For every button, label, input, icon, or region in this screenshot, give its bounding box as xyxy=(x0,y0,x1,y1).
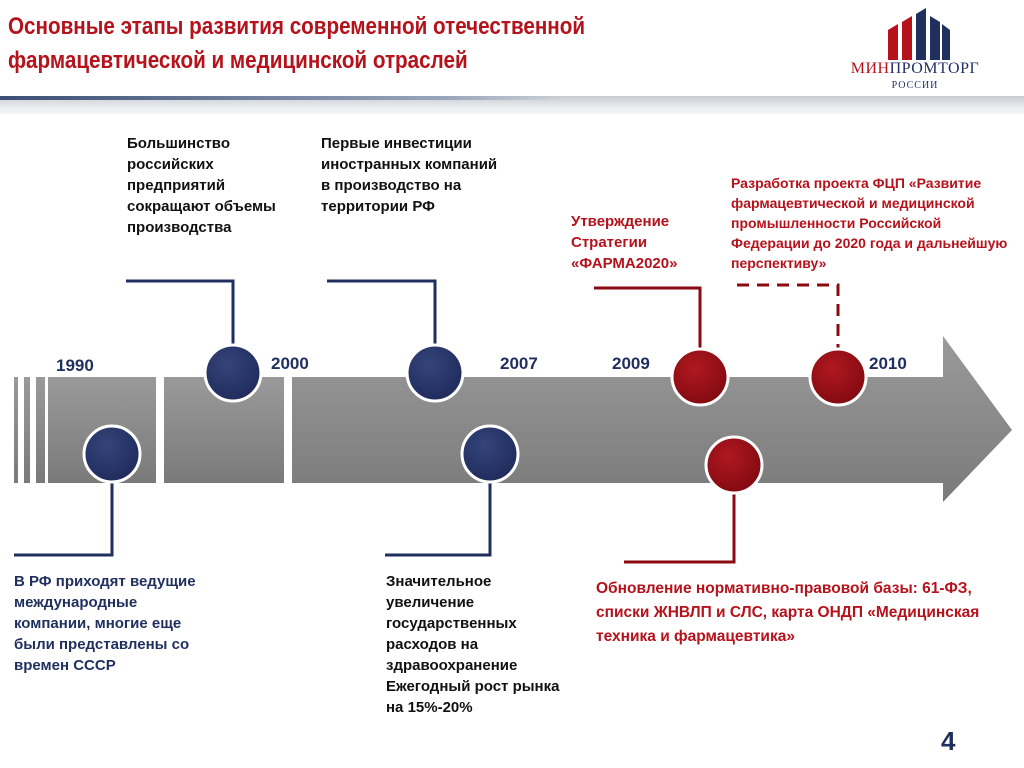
event-decline: Большинство российских предприятий сокращают объемы производства xyxy=(127,135,276,236)
milestone-node-foreign-investment xyxy=(407,345,463,401)
year-label-2007: 2007 xyxy=(500,354,538,373)
milestone-node-intl-companies xyxy=(84,426,140,482)
event-foreign-investment: Первые инвестиции иностранных компаний в производство на территории РФ xyxy=(321,135,498,215)
year-label-2000: 2000 xyxy=(271,354,309,373)
title-line-2: фармацевтической и медицинской отраслей xyxy=(8,47,468,74)
year-label-1990: 1990 xyxy=(56,356,94,375)
event-intl-companies: В РФ приходят ведущие международные компании, многие еще были представлены со времен СССР xyxy=(14,573,196,674)
milestone-node-fcp xyxy=(810,349,866,405)
year-label-2009: 2009 xyxy=(612,354,650,373)
logo-name: МИНПРОМТОРГ xyxy=(850,60,980,77)
logo-subtitle: РОССИИ xyxy=(891,80,939,91)
event-strategy: Утверждение Стратегии «ФАРМА2020» xyxy=(571,213,678,272)
event-fcp: Разработка проекта ФЦП «Развитие фармацевтической и медицинской промышленности Российской Федерации до 2020 года и дальнейшую перспективу» xyxy=(731,175,1008,271)
title-line-1: Основные этапы развития современной отечественной xyxy=(8,13,586,40)
event-spending: Значительное увеличение государственных расходов на здравоохранение Ежегодный рост рынка на 15%-20% xyxy=(386,573,560,716)
milestone-node-spending xyxy=(462,426,518,482)
milestone-node-decline xyxy=(205,345,261,401)
page-number: 4 xyxy=(941,726,956,756)
milestone-node-strategy xyxy=(672,349,728,405)
event-legal-update: Обновление нормативно-правовой базы: 61-ФЗ, списки ЖНВЛП и СЛС, карта ОНДП «Медицинская техника и фармацевтика» xyxy=(596,580,980,645)
year-label-2010: 2010 xyxy=(869,354,907,373)
milestone-node-legal-update xyxy=(706,437,762,493)
